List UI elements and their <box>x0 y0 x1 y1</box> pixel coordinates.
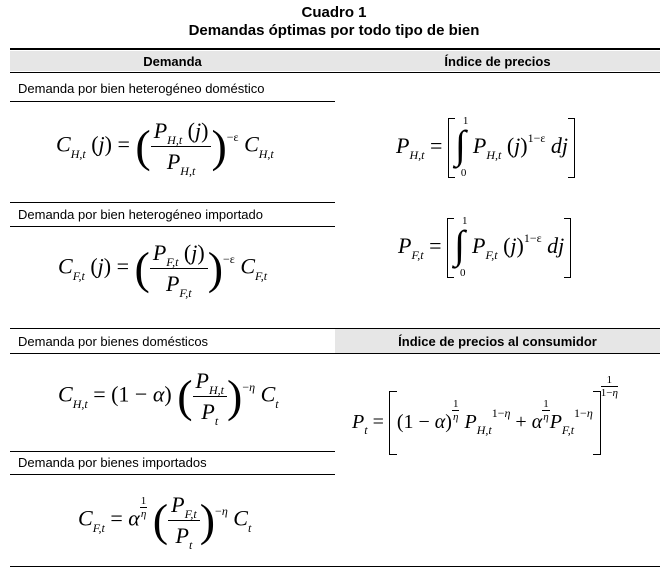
eq-c-h-j: $C_{H,t}$ (j) = ( $\frac{P_{H,t} (j)}{P_{H,t}}$ )$^{-\varepsilon}$ $C_{H,t}$ <box>56 118 274 178</box>
label-imp-heterogeneo: Demanda por bien heterogéneo importado <box>18 207 264 222</box>
header-demanda: Demanda <box>143 54 202 69</box>
eq-c-f: $C_{F,t} = \alpha$ $\frac{1}{\eta}$ ( $\frac{P_{F,t}}{P_t}$ )$^{-\eta}$ $C_t$ <box>78 492 252 552</box>
eq-p-t: $P_t = (1 - \alpha)$ $\frac{1}{\eta}$ $P_{H,t}^{1-\eta} + \alpha$ $\frac{1}{\eta}$ $P_{F,t}^{1-\eta}$ $\frac{1}{1-\eta}$ <box>352 374 618 455</box>
header-indice-precios: Índice de precios <box>444 54 551 69</box>
top-rule <box>10 48 660 50</box>
header-rule <box>10 72 660 73</box>
eq-p-f: $P_{F,t}$ = 1 ∫ 0 $P_{F,t}$ $(j)^{1-\varepsilon}$ dj <box>398 218 571 278</box>
label-imp-bienes: Demanda por bienes importados <box>18 455 207 470</box>
rule-imp-bienes <box>10 474 335 475</box>
table-title: Cuadro 1 <box>301 4 367 21</box>
table-subtitle: Demandas óptimas por todo tipo de bien <box>188 22 480 39</box>
rule-dom-bienes <box>10 353 660 354</box>
label-dom-heterogeneo: Demanda por bien heterogéneo doméstico <box>18 81 265 96</box>
rule-imp-heterogeneo <box>10 226 335 227</box>
eq-p-h: $P_{H,t}$ = 1 ∫ 0 $P_{H,t}$ $(j)^{1-\varepsilon}$ dj <box>396 118 575 178</box>
bottom-rule <box>10 566 660 567</box>
rule-dom-heterogeneo <box>10 101 335 102</box>
rule-imp-heterogeneo-top <box>10 202 335 203</box>
label-dom-bienes: Demanda por bienes domésticos <box>18 334 209 349</box>
header-indice-consumidor: Índice de precios al consumidor <box>398 334 597 349</box>
eq-c-h: $C_{H,t} = (1 - \alpha)$ ( $\frac{P_{H,t}}{P_t}$ )$^{-\eta}$ $C_t$ <box>58 368 279 428</box>
rule-imp-bienes-top <box>10 451 335 452</box>
eq-c-f-j: $C_{F,t}$ (j) = ( $\frac{P_{F,t} (j)}{P_{F,t}}$ )$^{-\varepsilon}$ $C_{F,t}$ <box>58 240 268 300</box>
